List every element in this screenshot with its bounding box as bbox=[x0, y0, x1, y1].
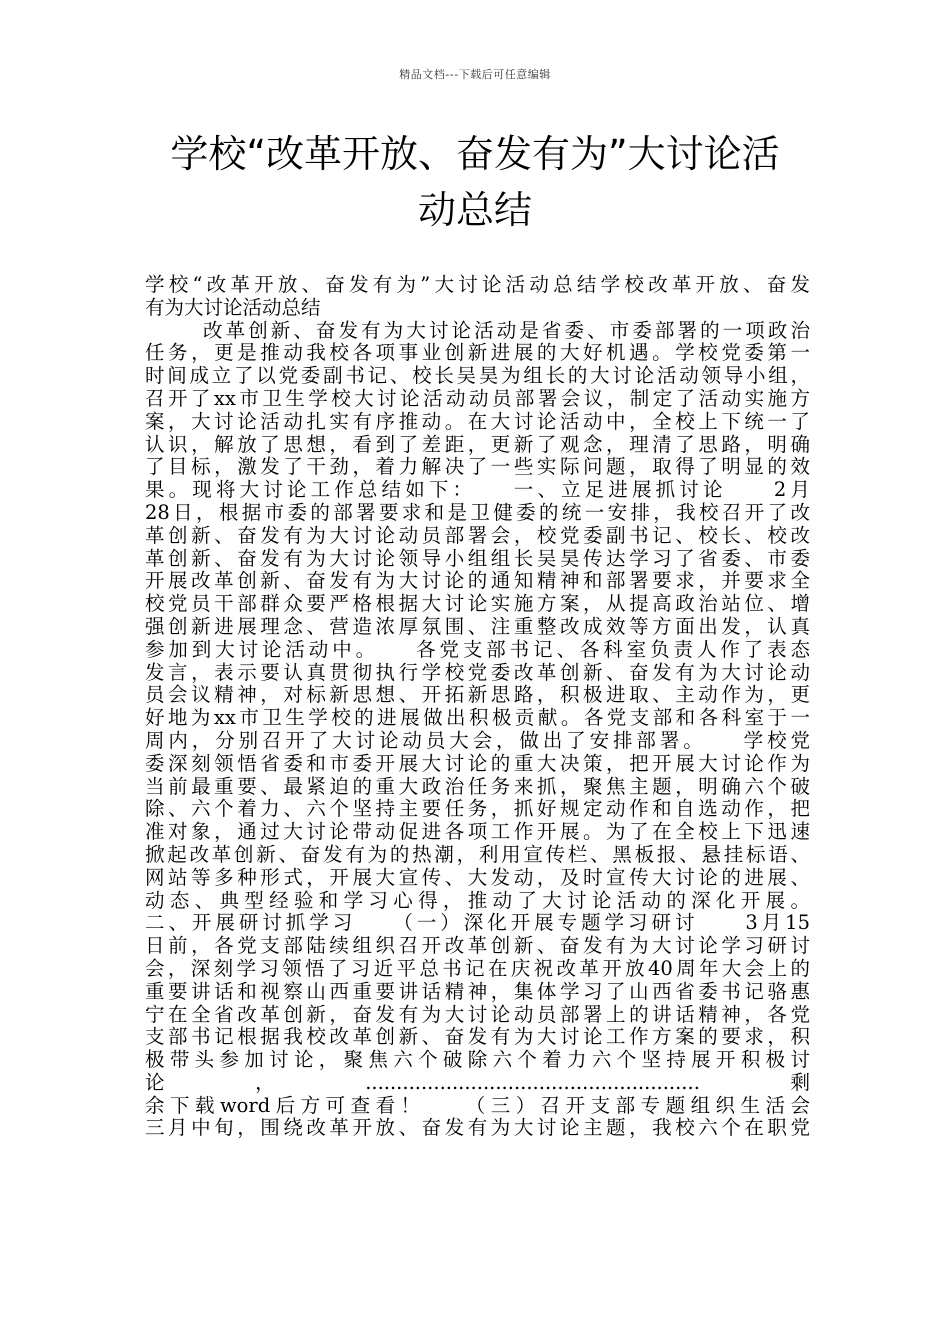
body-line: 好地为xx市卫生学校的进展做出积极贡献。各党支部和各科室于一 bbox=[145, 707, 810, 730]
body-line: 论，......................................................剩 bbox=[145, 1071, 810, 1094]
body-line: 发言，表示要认真贯彻执行学校党委改革创新、奋发有为大讨论动 bbox=[145, 661, 810, 684]
body-line: 支部书记根据我校改革创新、奋发有为大讨论工作方案的要求，积 bbox=[145, 1026, 810, 1049]
body-line: 动态、典型经验和学习心得，推动了大讨论活动的深化开展。 bbox=[145, 889, 810, 912]
body-line: 参加到大讨论活动中。 各党支部书记、各科室负责人作了表态 bbox=[145, 638, 810, 661]
body-line: 学校“改革开放、奋发有为”大讨论活动总结学校改革开放、奋发 bbox=[145, 274, 810, 296]
body-line: 认识，解放了思想，看到了差距，更新了观念，理清了思路，明确 bbox=[145, 433, 810, 456]
body-line: 当前最重要、最紧迫的重大政治任务来抓，聚焦主题，明确六个破 bbox=[145, 775, 810, 798]
body-line: 日前，各党支部陆续组织召开改革创新、奋发有为大讨论学习研讨 bbox=[145, 935, 810, 958]
body-line: 有为大讨论活动总结 bbox=[145, 296, 321, 319]
body-line: 周内，分别召开了大讨论动员大会，做出了安排部署。 学校党 bbox=[145, 729, 810, 752]
body-line: 二、开展研讨抓学习 （一）深化开展专题学习研讨 3月15 bbox=[145, 912, 810, 935]
title-line: 学校“改革开放、奋发有为”大讨论活 bbox=[170, 132, 780, 176]
body-line: 掀起改革创新、奋发有为的热潮，利用宣传栏、黑板报、悬挂标语、 bbox=[145, 843, 810, 866]
body-line: 开展改革创新、奋发有为大讨论的通知精神和部署要求，并要求全 bbox=[145, 570, 810, 593]
body-line: 三月中旬，围绕改革开放、奋发有为大讨论主题，我校六个在职党 bbox=[145, 1117, 810, 1140]
title-line: 动总结 bbox=[417, 188, 532, 232]
body-line: 校党员干部群众要严格根据大讨论实施方案，从提高政治站位、增 bbox=[145, 593, 810, 616]
body-line: 余下载word后方可查看！ （三）召开支部专题组织生活会 bbox=[145, 1094, 810, 1117]
body-line: 时间成立了以党委副书记、校长吴昊为组长的大讨论活动领导小组， bbox=[145, 365, 810, 388]
body-line: 会，深刻学习领悟了习近平总书记在庆祝改革开放40周年大会上的 bbox=[145, 957, 810, 980]
body-line: 28日，根据市委的部署要求和是卫健委的统一安排，我校召开了改 bbox=[145, 501, 810, 524]
body-line: 员会议精神，对标新思想、开拓新思路，积极进取、主动作为，更 bbox=[145, 684, 810, 707]
body-line: 强创新进展理念、营造浓厚氛围、注重整改成效等方面出发，认真 bbox=[145, 615, 810, 638]
body-line: 召开了xx市卫生学校大讨论活动动员部署会议，制定了活动实施方 bbox=[145, 387, 810, 410]
body-line: 了目标，激发了干劲，着力解决了一些实际问题，取得了明显的效 bbox=[145, 456, 810, 479]
body-line: 准对象，通过大讨论带动促进各项工作开展。为了在全校上下迅速 bbox=[145, 821, 810, 844]
body-line: 任务，更是推动我校各项事业创新进展的大好机遇。学校党委第一 bbox=[145, 342, 810, 365]
header-note: 精品文档---下载后可任意编辑 bbox=[399, 68, 551, 81]
body-line: 改革创新、奋发有为大讨论活动是省委、市委部署的一项政治 bbox=[203, 319, 810, 342]
body-line: 网站等多种形式，开展大宣传、大发动，及时宣传大讨论的进展、 bbox=[145, 866, 810, 889]
document-body bbox=[145, 274, 810, 1140]
body-line: 除、六个着力、六个坚持主要任务，抓好规定动作和自选动作，把 bbox=[145, 798, 810, 821]
body-line: 重要讲话和视察山西重要讲话精神，集体学习了山西省委书记骆惠 bbox=[145, 980, 810, 1003]
body-line: 革创新、奋发有为大讨论领导小组组长吴昊传达学习了省委、市委 bbox=[145, 547, 810, 570]
body-line: 极带头参加讨论，聚焦六个破除六个着力六个坚持展开积极讨 bbox=[145, 1049, 810, 1072]
document-title bbox=[130, 126, 820, 238]
body-line: 革创新、奋发有为大讨论动员部署会，校党委副书记、校长、校改 bbox=[145, 524, 810, 547]
body-line: 宁在全省改革创新，奋发有为大讨论动员部署上的讲话精神，各党 bbox=[145, 1003, 810, 1026]
body-line: 案，大讨论活动扎实有序推动。在大讨论活动中，全校上下统一了 bbox=[145, 410, 810, 433]
body-line: 果。现将大讨论工作总结如下： 一、立足进展抓讨论 2月 bbox=[145, 479, 810, 502]
body-line: 委深刻领悟省委和市委开展大讨论的重大决策，把开展大讨论作为 bbox=[145, 752, 810, 775]
